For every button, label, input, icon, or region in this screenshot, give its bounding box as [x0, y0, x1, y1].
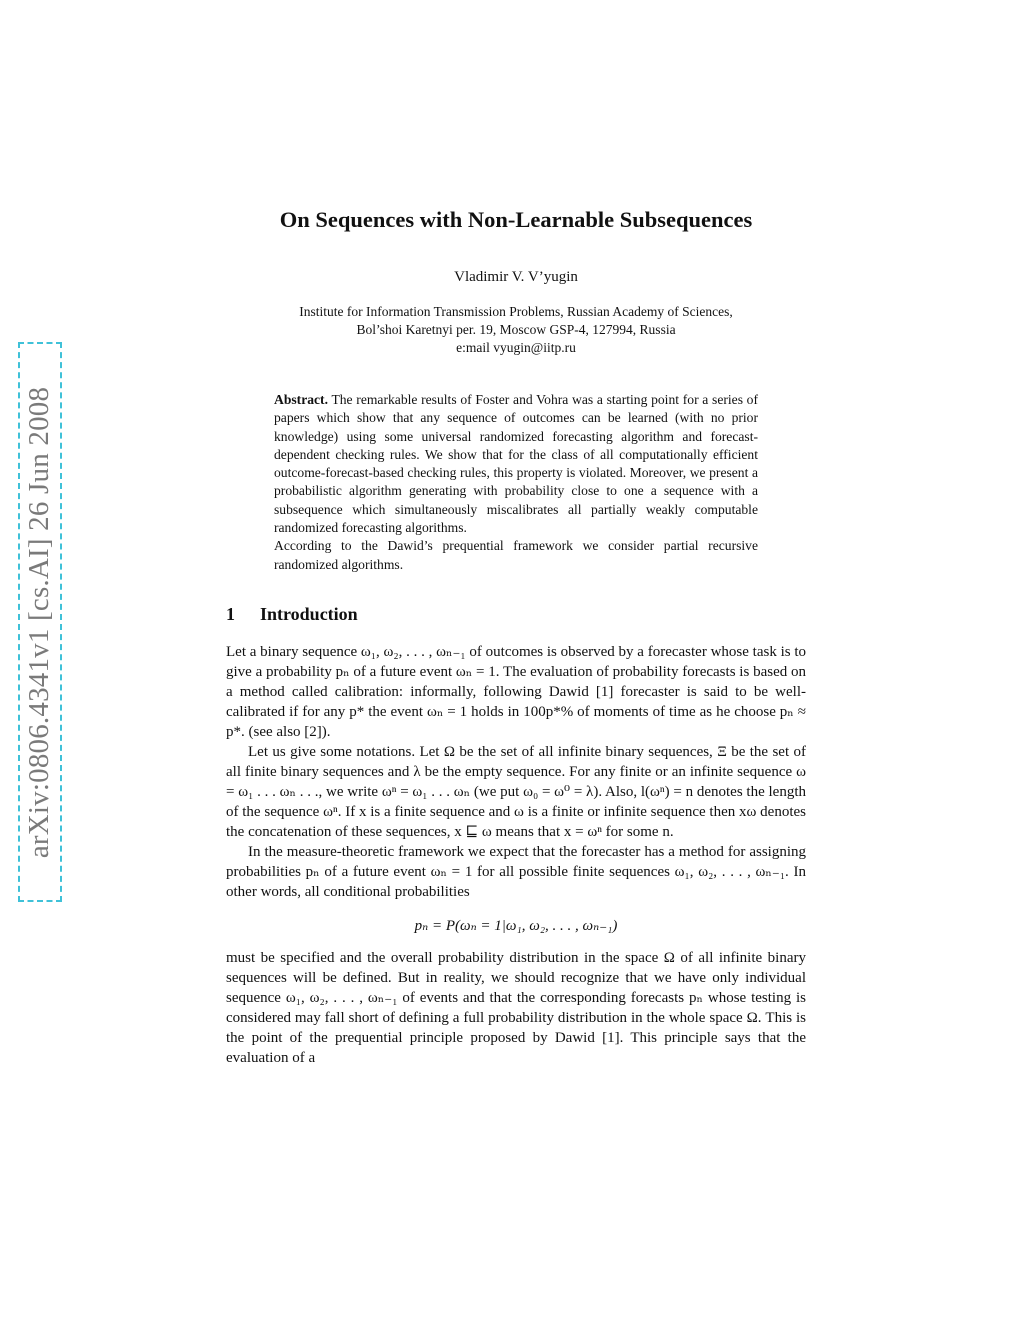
- section-number: 1: [226, 603, 235, 624]
- body-paragraph-1: Let a binary sequence ω₁, ω₂, . . . , ωₙ₋₁ of outcomes is observed by a forecaster whose task is to give a probability pₙ of a future event ωₙ = 1. The evaluation of probability forecasts is based on a method called calibration: informally, following Dawid [1] forecaster is said to be well-calibrated if for any p* the event ωₙ = 1 holds in 100p*% of moments of time as he choose pₙ ≈ p*. (see also [2]).: [226, 643, 806, 740]
- abstract-label: Abstract.: [274, 392, 328, 407]
- section-heading: [226, 602, 806, 626]
- arxiv-side-stamp: [18, 342, 62, 902]
- body-paragraph-2: Let us give some notations. Let Ω be the set of all infinite binary sequences, Ξ be the set of all finite binary sequences and λ be the empty sequence. For any finite or an infinite sequence ω = ω₁ . . . ωₙ . . ., we write ωⁿ = ω₁ . . . ωₙ (we put ω₀ = ω⁰ = λ). Also, l(ωⁿ) = n denotes the length of the sequence ωⁿ. If x is a finite sequence and ω is a finite or infinite sequence then xω denotes the concatenation of these sequences, x ⊑ ω means that x = ωⁿ for some n.: [226, 743, 806, 840]
- affiliation-block: [226, 303, 806, 357]
- display-equation: pₙ = P(ωₙ = 1|ω₁, ω₂, . . . , ωₙ₋₁): [414, 917, 618, 934]
- abstract-text: The remarkable results of Foster and Vohra was a starting point for a series of papers which show that any sequence of outcomes can be learned (with no prior knowledge) using some universal randomized forecasting algorithm and forecast-dependent checking rules. We show that for the class of all computationally efficient outcome-forecast-based checking rules, this property is violated. Moreover, we present a probabilistic algorithm generating with probability close to one a sequence with a subsequence which simultaneously miscalibrates all partially weakly computable randomized forecasting algorithms.: [274, 392, 759, 536]
- body-paragraph-3: In the measure-theoretic framework we expect that the forecaster has a method for assigning probabilities pₙ of a future event ωₙ = 1 for all possible finite sequences ω₁, ω₂, . . . , ωₙ₋₁. In other words, all conditional probabilities: [226, 843, 806, 900]
- paper-title: On Sequences with Non-Learnable Subsequences: [279, 207, 753, 232]
- paper-page: [226, 205, 806, 1068]
- abstract-paragraph-2: According to the Dawid’s prequential framework we consider partial recursive randomized algorithms.: [274, 538, 758, 572]
- abstract-paragraph: [274, 391, 758, 537]
- author-name: Vladimir V. V’yugin: [454, 269, 578, 285]
- arxiv-identifier: arXiv:0806.4341v1 [cs.AI] 26 Jun 2008: [23, 386, 56, 858]
- address-line: Bol’shoi Karetnyi per. 19, Moscow GSP-4, 127994, Russia: [356, 322, 676, 337]
- section-title: Introduction: [260, 603, 358, 624]
- abstract: [274, 391, 758, 574]
- section-body: [226, 642, 806, 1068]
- affiliation-line: Institute for Information Transmission Problems, Russian Academy of Sciences,: [299, 304, 733, 319]
- body-paragraph-4: must be specified and the overall probability distribution in the space Ω of all infinite binary sequences will be defined. But in reality, we should recognize that we have only individual sequence ω₁, ω₂, . . . , ωₙ₋₁ of events and that the corresponding forecasts pₙ whose testing is considered may fall short of defining a full probability distribution in the whole space Ω. This is the point of the prequential principle proposed by Dawid [1]. This principle says that the evaluation of a: [226, 949, 806, 1066]
- email-line: e:mail vyugin@iitp.ru: [456, 340, 576, 355]
